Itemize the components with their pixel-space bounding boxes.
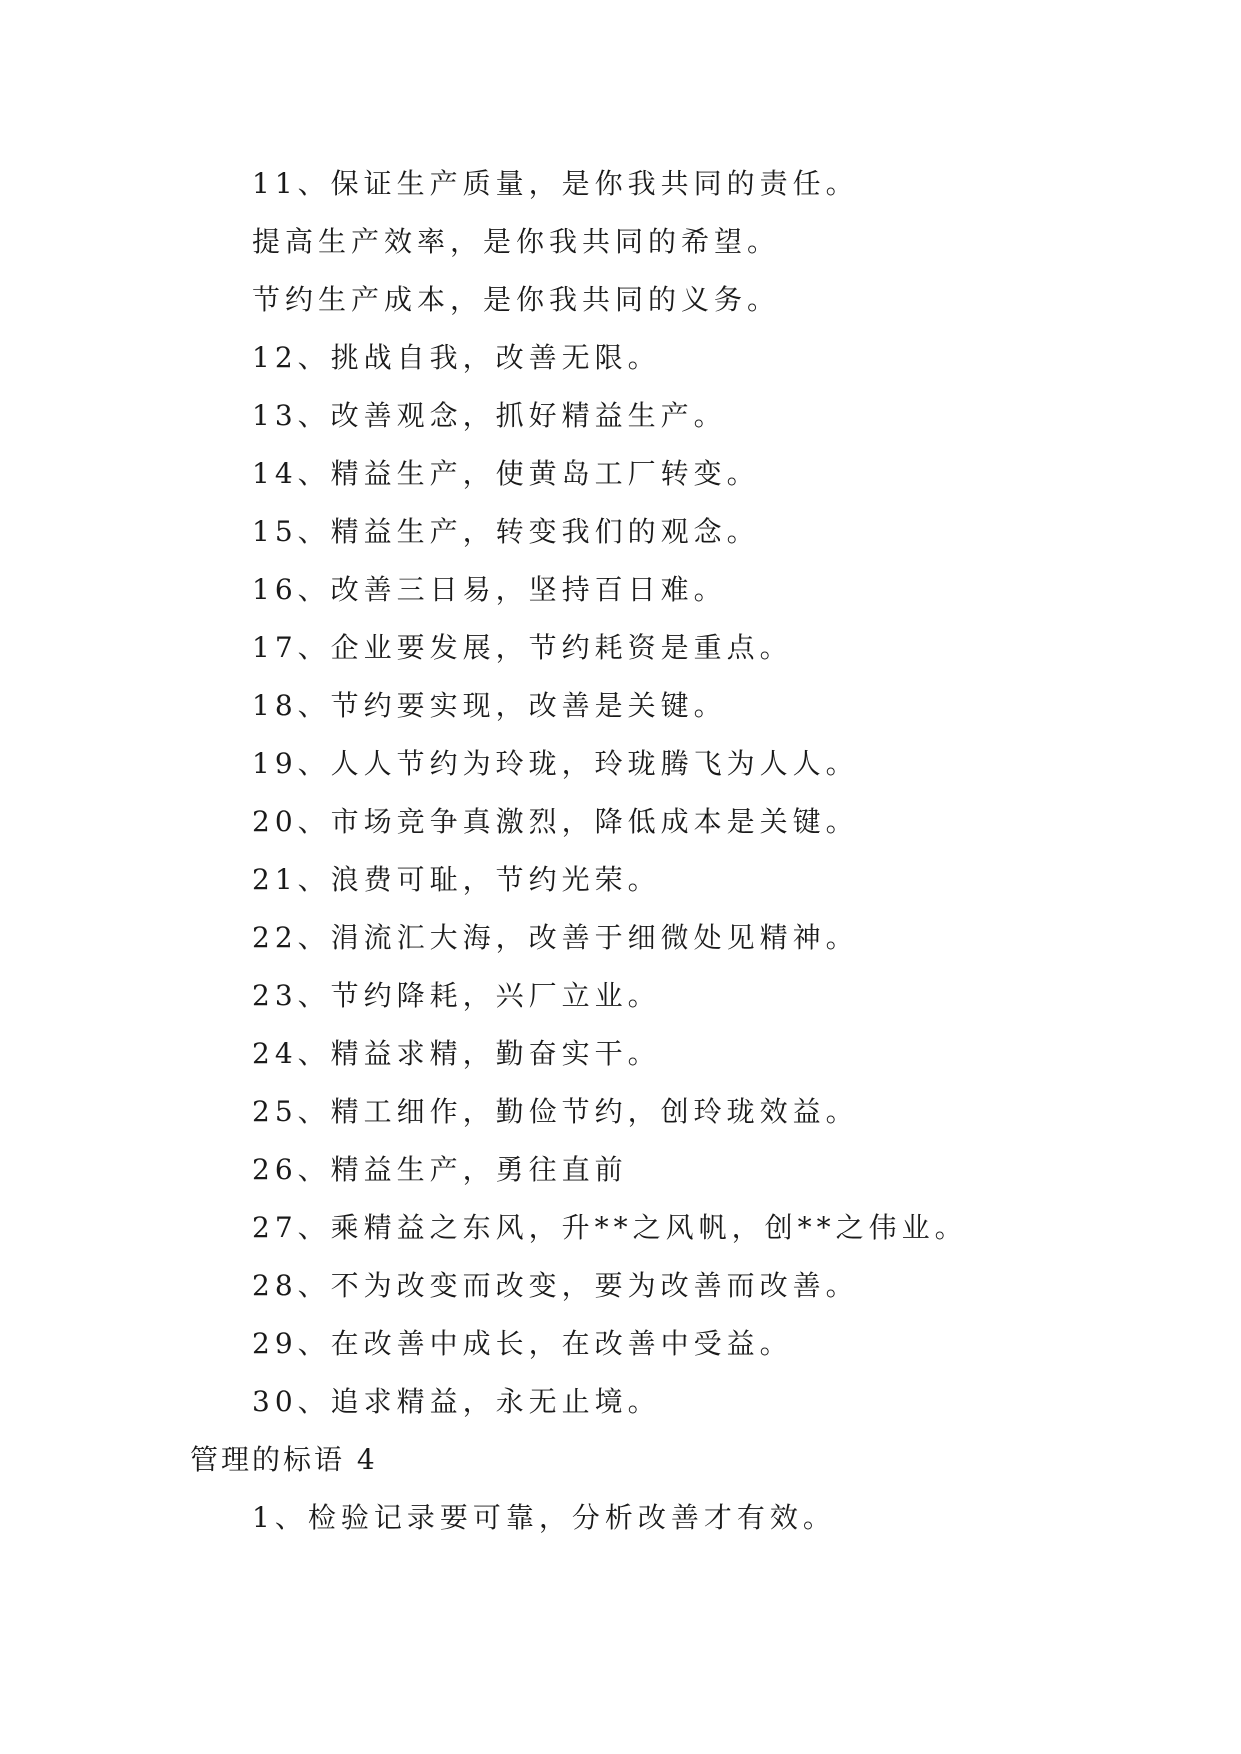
slogan-line: 23、节约降耗，兴厂立业。 — [252, 979, 661, 1012]
slogan-line: 25、精工细作，勤俭节约，创玲珑效益。 — [252, 1095, 859, 1128]
slogan-line: 15、精益生产，转变我们的观念。 — [252, 515, 760, 548]
slogan-line: 19、人人节约为玲珑，玲珑腾飞为人人。 — [252, 747, 859, 780]
slogan-line: 22、涓流汇大海，改善于细微处见精神。 — [252, 921, 859, 954]
slogan-line: 18、节约要实现，改善是关键。 — [252, 689, 727, 722]
slogan-line: 28、不为改变而改变，要为改善而改善。 — [252, 1269, 859, 1302]
slogan-line: 17、企业要发展，节约耗资是重点。 — [252, 631, 793, 664]
slogan-line: 20、市场竞争真激烈，降低成本是关键。 — [252, 805, 859, 838]
slogan-line: 12、挑战自我，改善无限。 — [252, 341, 661, 374]
slogan-line: 1、检验记录要可靠，分析改善才有效。 — [252, 1501, 836, 1534]
slogan-line: 14、精益生产，使黄岛工厂转变。 — [252, 457, 760, 490]
slogan-line: 13、改善观念，抓好精益生产。 — [252, 399, 727, 432]
section-heading: 管理的标语 4 — [190, 1443, 378, 1476]
slogan-line: 21、浪费可耻，节约光荣。 — [252, 863, 661, 896]
slogan-line: 27、乘精益之东风，升**之风帆，创**之伟业。 — [252, 1211, 968, 1244]
slogan-line: 提高生产效率，是你我共同的希望。 — [252, 225, 781, 258]
slogan-line: 30、追求精益，永无止境。 — [252, 1385, 661, 1418]
slogan-line: 24、精益求精，勤奋实干。 — [252, 1037, 661, 1070]
slogan-line: 节约生产成本，是你我共同的义务。 — [252, 283, 781, 316]
slogan-line: 11、保证生产质量，是你我共同的责任。 — [252, 167, 859, 200]
slogan-line: 16、改善三日易，坚持百日难。 — [252, 573, 727, 606]
slogan-line: 26、精益生产，勇往直前 — [252, 1153, 628, 1186]
slogan-line: 29、在改善中成长，在改善中受益。 — [252, 1327, 793, 1360]
